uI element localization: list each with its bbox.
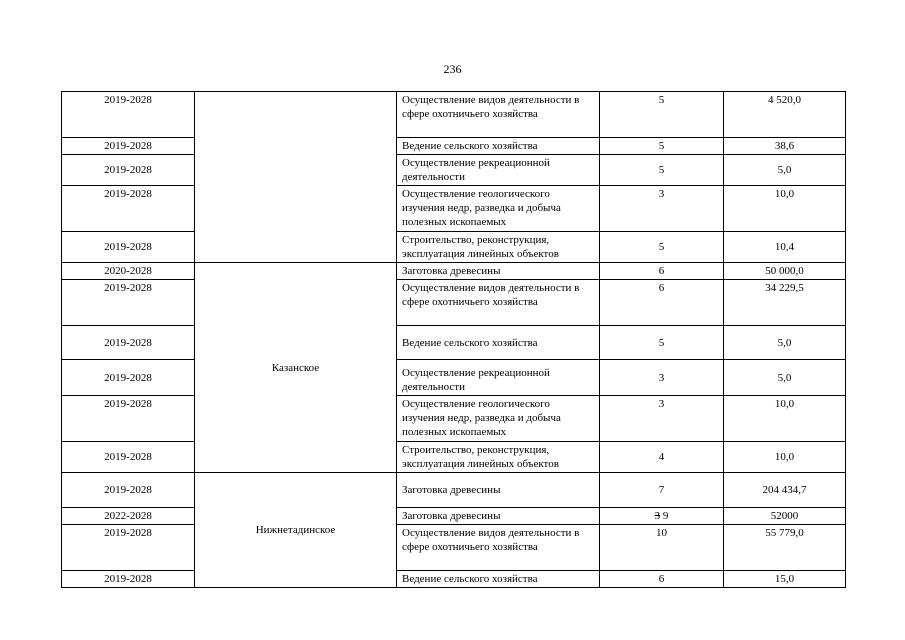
table-row [62, 263, 846, 280]
years-cell: 2020-2028 [62, 263, 195, 280]
activity-cell: Заготовка древесины [397, 473, 600, 508]
corrected-count: 9 [662, 510, 669, 522]
count-cell: 3 [600, 360, 724, 396]
allocation-table [61, 91, 846, 588]
years-cell: 2019-2028 [62, 571, 195, 588]
years-cell: 2022-2028 [62, 508, 195, 525]
struck-count: 3 [654, 510, 661, 522]
table-row [62, 138, 846, 155]
count-cell: 6 [600, 263, 724, 280]
activity-cell: Ведение сельского хозяйства [397, 326, 600, 360]
years-cell: 2019-2028 [62, 280, 195, 326]
table-row [62, 396, 846, 442]
years-cell: 2019-2028 [62, 396, 195, 442]
years-cell: 2019-2028 [62, 186, 195, 232]
value-cell: 55 779,0 [724, 525, 846, 571]
table-row [62, 360, 846, 396]
count-cell: 5 [600, 138, 724, 155]
years-cell: 2019-2028 [62, 232, 195, 263]
area-name-kazanskoe: Казанское [195, 263, 397, 473]
table-row [62, 473, 846, 508]
count-cell: 3 [600, 396, 724, 442]
years-cell: 2019-2028 [62, 442, 195, 473]
years-cell: 2019-2028 [62, 155, 195, 186]
table-row [62, 508, 846, 525]
page-number: 236 [443, 62, 462, 76]
count-cell: 5 [600, 155, 724, 186]
value-cell: 38,6 [724, 138, 846, 155]
activity-cell: Осуществление видов деятельности в сфере охотничьего хозяйства [397, 280, 600, 326]
activity-cell: Осуществление геологического изучения недр, разведка и добыча полезных ископаемых [397, 186, 600, 232]
activity-cell: Заготовка древесины [397, 508, 600, 525]
years-cell: 2019-2028 [62, 473, 195, 508]
table-row [62, 232, 846, 263]
activity-cell: Осуществление видов деятельности в сфере охотничьего хозяйства [397, 525, 600, 571]
table-row [62, 525, 846, 571]
table-row [62, 155, 846, 186]
count-cell: 7 [600, 473, 724, 508]
table-row [62, 92, 846, 138]
value-cell: 50 000,0 [724, 263, 846, 280]
area-cell-blank [195, 92, 397, 263]
activity-cell: Заготовка древесины [397, 263, 600, 280]
count-cell [600, 508, 724, 525]
table-row [62, 280, 846, 326]
activity-cell: Ведение сельского хозяйства [397, 138, 600, 155]
years-cell: 2019-2028 [62, 326, 195, 360]
activity-cell: Осуществление геологического изучения недр, разведка и добыча полезных ископаемых [397, 396, 600, 442]
table-row [62, 442, 846, 473]
activity-cell: Осуществление рекреационной деятельности [397, 360, 600, 396]
value-cell: 5,0 [724, 360, 846, 396]
value-cell: 204 434,7 [724, 473, 846, 508]
value-cell: 34 229,5 [724, 280, 846, 326]
value-cell: 10,0 [724, 396, 846, 442]
value-cell: 52000 [724, 508, 846, 525]
years-cell: 2019-2028 [62, 92, 195, 138]
activity-cell: Строительство, реконструкция, эксплуатация линейных объектов [397, 442, 600, 473]
value-cell: 5,0 [724, 155, 846, 186]
activity-cell: Строительство, реконструкция, эксплуатация линейных объектов [397, 232, 600, 263]
value-cell: 4 520,0 [724, 92, 846, 138]
value-cell: 5,0 [724, 326, 846, 360]
count-cell: 6 [600, 571, 724, 588]
count-cell: 5 [600, 232, 724, 263]
count-cell: 10 [600, 525, 724, 571]
value-cell: 10,4 [724, 232, 846, 263]
activity-cell: Ведение сельского хозяйства [397, 571, 600, 588]
years-cell: 2019-2028 [62, 138, 195, 155]
activity-cell: Осуществление видов деятельности в сфере охотничьего хозяйства [397, 92, 600, 138]
activity-cell: Осуществление рекреационной деятельности [397, 155, 600, 186]
value-cell: 15,0 [724, 571, 846, 588]
count-cell: 5 [600, 326, 724, 360]
count-cell: 5 [600, 92, 724, 138]
table-row [62, 571, 846, 588]
years-cell: 2019-2028 [62, 525, 195, 571]
table-row [62, 186, 846, 232]
value-cell: 10,0 [724, 442, 846, 473]
count-cell: 6 [600, 280, 724, 326]
count-cell: 4 [600, 442, 724, 473]
value-cell: 10,0 [724, 186, 846, 232]
count-cell: 3 [600, 186, 724, 232]
years-cell: 2019-2028 [62, 360, 195, 396]
area-name-nizhnetadinskoe: Нижнетадинское [195, 473, 397, 588]
table-row [62, 326, 846, 360]
